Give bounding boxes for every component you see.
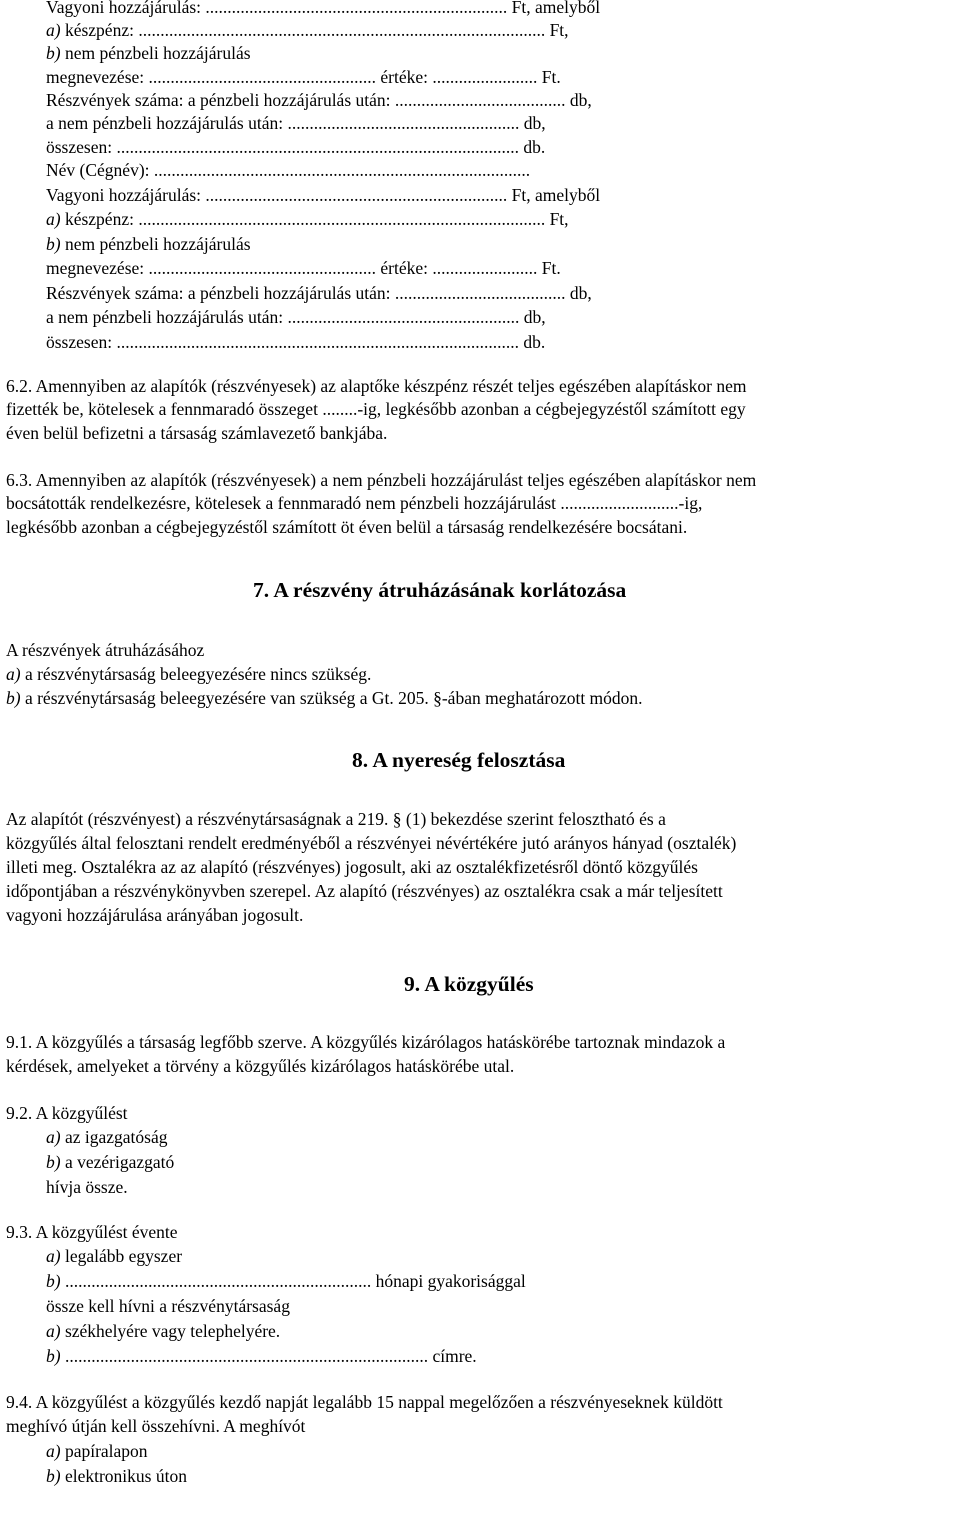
section-7-line-3-text: a részvénytársaság beleegyezésére van szükség a Gt. 205. §-ában meghatározott módon. (20, 688, 643, 708)
block2-line-7: a nem pénzbeli hozzájárulás után: ..................................................... db, (46, 307, 546, 327)
para-9-2-line-2-text: az igazgatóság (60, 1127, 168, 1147)
section-8-line-3: illeti meg. Osztalékra az az alapító (részvényes) jogosult, aki az osztalékfizetésről döntő közgyűlés (6, 857, 698, 877)
para-9-3-line-3 (46, 1270, 526, 1292)
para-6-2-line-3: éven belül befizetni a társaság számlavezető bankjába. (6, 423, 388, 443)
section-7-line-2 (6, 663, 371, 685)
list-marker: a) (6, 664, 21, 684)
para-6-3-line-2: bocsátották rendelkezésre, kötelesek a fennmaradó nem pénzbeli hozzájárulást ...........................-ig, (6, 493, 703, 513)
para-9-3-line-6 (46, 1345, 477, 1367)
para-9-3-line-1: 9.3. A közgyűlést évente (6, 1222, 178, 1242)
para-9-2-line-1: 9.2. A közgyűlést (6, 1103, 128, 1123)
block2-line-3-text: készpénz: ............................................................................................. Ft, (60, 209, 569, 229)
section-7-line-3 (6, 687, 643, 709)
block2-line-5: megnevezése: .................................................... értéke: ........................ Ft. (46, 258, 561, 278)
list-marker: a) (46, 1321, 61, 1341)
para-6-3-line-1: 6.3. Amennyiben az alapítók (részvényesek) a nem pénzbeli hozzájárulást teljes egészében alapításkor nem (6, 470, 757, 490)
block1-line-7: összesen: ............................................................................................ db. (46, 137, 546, 157)
para-9-3-line-5-text: székhelyére vagy telephelyére. (60, 1321, 281, 1341)
para-9-3-line-2-text: legalább egyszer (60, 1246, 183, 1266)
para-6-2-line-2: fizették be, kötelesek a fennmaradó összeget ........-ig, legkésőbb azonban a cégbejegyzéstől számított egy (6, 399, 746, 419)
para-9-2-line-3-text: a vezérigazgató (60, 1152, 175, 1172)
list-marker: a) (46, 20, 61, 40)
para-9-2-line-2 (46, 1126, 167, 1148)
section-7-line-2-text: a részvénytársaság beleegyezésére nincs szükség. (20, 664, 372, 684)
block2-line-4 (46, 233, 251, 255)
section-7-heading: 7. A részvény átruházásának korlátozása (253, 578, 627, 602)
list-marker: a) (46, 1246, 61, 1266)
block1-line-2-text: készpénz: ............................................................................................. Ft, (60, 20, 569, 40)
para-9-2-line-4: hívja össze. (46, 1177, 128, 1197)
para-9-4-line-2: meghívó útján kell összehívni. A meghívót (6, 1416, 306, 1436)
block1-line-2 (46, 19, 569, 41)
list-marker: b) (46, 1152, 61, 1172)
para-6-2-line-1: 6.2. Amennyiben az alapítók (részvényesek) az alaptőke készpénz részét teljes egészében alapításkor nem (6, 376, 747, 396)
list-marker: b) (46, 1271, 61, 1291)
list-marker: b) (6, 688, 21, 708)
list-marker: b) (46, 1466, 61, 1486)
para-9-4-line-3 (46, 1440, 148, 1462)
list-marker: a) (46, 1441, 61, 1461)
para-6-3-line-3: legkésőbb azonban a cégbejegyzéstől számított öt éven belül a társaság rendelkezésére bocsátani. (6, 517, 688, 537)
para-9-4-line-4 (46, 1465, 187, 1487)
para-9-1-line-1: 9.1. A közgyűlés a társaság legfőbb szerve. A közgyűlés kizárólagos hatáskörébe tartoznak mindazok a (6, 1032, 726, 1052)
section-9-heading: 9. A közgyűlés (404, 972, 534, 996)
section-8-heading: 8. A nyereség felosztása (352, 748, 566, 772)
block2-line-6: Részvények száma: a pénzbeli hozzájárulás után: ....................................... db, (46, 283, 592, 303)
section-8-line-2: közgyűlés által felosztani rendelt eredményéből a részvényei névértékére jutó arányos hányad (osztalék) (6, 833, 737, 853)
para-9-3-line-2 (46, 1245, 182, 1267)
block2-line-4-text: nem pénzbeli hozzájárulás (60, 234, 251, 254)
block2-line-3 (46, 208, 569, 230)
section-8-line-4: időpontjában a részvénykönyvben szerepel. Az alapító (részvényes) az osztalékra csak a már teljesített (6, 881, 723, 901)
list-marker: b) (46, 1346, 61, 1366)
para-9-3-line-6-text: ................................................................................... címre. (60, 1346, 477, 1366)
block1-line-3-text: nem pénzbeli hozzájárulás (60, 43, 251, 63)
para-9-4-line-3-text: papíralapon (60, 1441, 148, 1461)
block1-line-6: a nem pénzbeli hozzájárulás után: ..................................................... db, (46, 113, 546, 133)
para-9-4-line-4-text: elektronikus úton (60, 1466, 187, 1486)
list-marker: b) (46, 43, 61, 63)
list-marker: b) (46, 234, 61, 254)
list-marker: a) (46, 209, 61, 229)
para-9-2-line-3 (46, 1151, 174, 1173)
section-8-line-5: vagyoni hozzájárulása arányában jogosult. (6, 905, 304, 925)
block2-line-1: Név (Cégnév): ...................................................................................... (46, 160, 531, 180)
list-marker: a) (46, 1127, 61, 1147)
block1-line-5: Részvények száma: a pénzbeli hozzájárulás után: ....................................... db, (46, 90, 592, 110)
para-9-4-line-1: 9.4. A közgyűlést a közgyűlés kezdő napját legalább 15 nappal megelőzően a részvényeseknek küldött (6, 1392, 723, 1412)
para-9-1-line-2: kérdések, amelyeket a törvény a közgyűlés kizárólagos hatáskörébe utal. (6, 1056, 515, 1076)
block2-line-2: Vagyoni hozzájárulás: ..................................................................... Ft, amelyből (46, 185, 601, 205)
para-9-3-line-4: össze kell hívni a részvénytársaság (46, 1296, 290, 1316)
block2-line-8: összesen: ............................................................................................ db. (46, 332, 546, 352)
block1-line-1: Vagyoni hozzájárulás: ..................................................................... Ft, amelyből (46, 0, 601, 17)
section-7-line-1: A részvények átruházásához (6, 640, 205, 660)
para-9-3-line-5 (46, 1320, 280, 1342)
para-9-3-line-3-text: ...................................................................... hónapi gyakorisággal (60, 1271, 526, 1291)
block1-line-4: megnevezése: .................................................... értéke: ........................ Ft. (46, 67, 561, 87)
block1-line-3 (46, 42, 251, 64)
section-8-line-1: Az alapítót (részvényest) a részvénytársaságnak a 219. § (1) bekezdése szerint felosztható és a (6, 809, 666, 829)
